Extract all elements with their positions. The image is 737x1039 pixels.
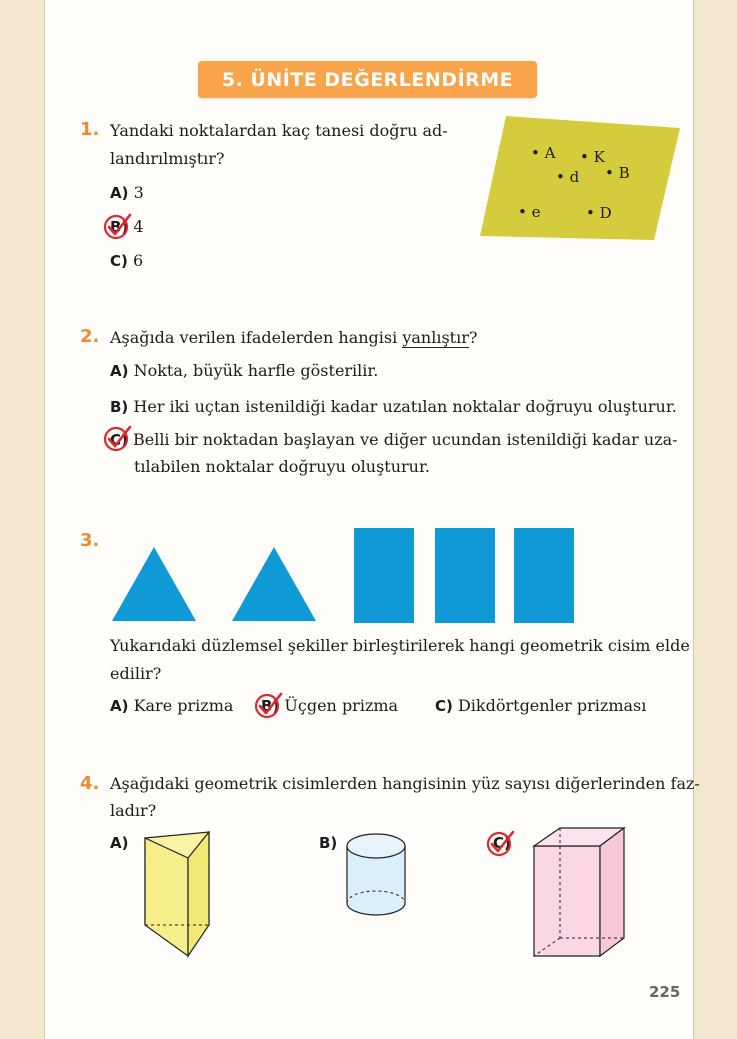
q2-option-c-label: C) <box>110 431 128 449</box>
page-number: 225 <box>649 983 681 1001</box>
cylinder-shape <box>344 832 408 918</box>
point-panel <box>478 114 682 242</box>
point-a: • A <box>531 144 556 162</box>
q2-underlined-word: yanlıştır <box>402 328 469 347</box>
q2-option-c[interactable] <box>110 430 678 449</box>
q2-option-a-text: Nokta, büyük harfle gösterilir. <box>133 361 379 380</box>
q3-option-b-text: Üçgen prizma <box>284 696 399 715</box>
check-mark-icon <box>254 691 284 719</box>
q1-option-c[interactable] <box>110 251 143 270</box>
q3-option-b-label: B) <box>261 697 280 715</box>
point-k: • K <box>580 148 605 166</box>
point-b: • B <box>605 164 630 182</box>
q1-text-line1: Yandaki noktalardan kaç tanesi doğru ad- <box>110 121 448 140</box>
q2-number: 2. <box>80 326 100 347</box>
check-mark-icon <box>103 212 133 240</box>
q2-option-c-text: Belli bir noktadan başlayan ve diğer ucundan istenildiği kadar uza- <box>132 430 678 449</box>
q1-number: 1. <box>80 119 100 140</box>
q2-option-b-text: Her iki uçtan istenildiği kadar uzatılan noktalar doğruyu oluşturur. <box>133 397 677 416</box>
q3-option-c-label: C) <box>435 697 453 715</box>
point-d-upper: • D <box>586 204 612 222</box>
q1-option-a[interactable] <box>110 183 144 202</box>
q2-option-c-text-line2: tılabilen noktalar doğruyu oluşturur. <box>134 457 430 476</box>
rectangle-shape-1 <box>354 528 414 623</box>
q2-option-a[interactable] <box>110 361 378 380</box>
q1-option-b-label: B) <box>110 218 129 236</box>
rectangular-prism-shape <box>532 826 628 960</box>
point-e: • e <box>518 203 541 221</box>
check-mark-icon <box>486 829 516 857</box>
q3-option-c[interactable] <box>435 696 646 715</box>
q4-option-a-label[interactable]: A) <box>110 834 129 852</box>
q3-option-a[interactable] <box>110 696 233 715</box>
q1-option-c-label: C) <box>110 252 128 270</box>
q2-option-b[interactable] <box>110 397 677 416</box>
rectangle-shape-3 <box>514 528 574 623</box>
q4-option-c-label[interactable]: C) <box>493 834 511 852</box>
q1-option-c-text: 6 <box>132 251 144 270</box>
check-mark-icon <box>103 424 133 452</box>
q3-text-line1: Yukarıdaki düzlemsel şekiller birleştirilerek hangi geometrik cisim elde <box>110 636 690 655</box>
q4-number: 4. <box>80 773 100 794</box>
rectangle-shape-2 <box>435 528 495 623</box>
q1-option-a-label: A) <box>110 184 129 202</box>
q3-option-a-text: Kare prizma <box>133 696 234 715</box>
q4-text-line1: Aşağıdaki geometrik cisimlerden hangisinin yüz sayısı diğerlerinden faz- <box>110 774 700 793</box>
triangular-prism-shape <box>143 830 213 958</box>
triangle-shape-2 <box>230 545 318 623</box>
page-title: 5. ÜNİTE DEĞERLENDİRME <box>198 61 537 98</box>
q4-option-b-label[interactable]: B) <box>319 834 338 852</box>
q1-text-line2: landırılmıştır? <box>110 149 225 168</box>
triangle-shape-1 <box>110 545 198 623</box>
q2-text: Aşağıda verilen ifadelerden hangisi yanlıştır? <box>110 328 478 347</box>
q2-option-a-label: A) <box>110 362 129 380</box>
q3-number: 3. <box>80 530 100 551</box>
q3-text-line2: edilir? <box>110 664 162 683</box>
q3-option-c-text: Dikdörtgenler prizması <box>457 696 647 715</box>
q2-option-b-label: B) <box>110 398 129 416</box>
point-d-lower: • d <box>556 168 580 186</box>
q1-option-b-text: 4 <box>133 217 144 236</box>
q3-option-a-label: A) <box>110 697 129 715</box>
q4-text-line2: ladır? <box>110 801 157 820</box>
q1-option-a-text: 3 <box>133 183 144 202</box>
